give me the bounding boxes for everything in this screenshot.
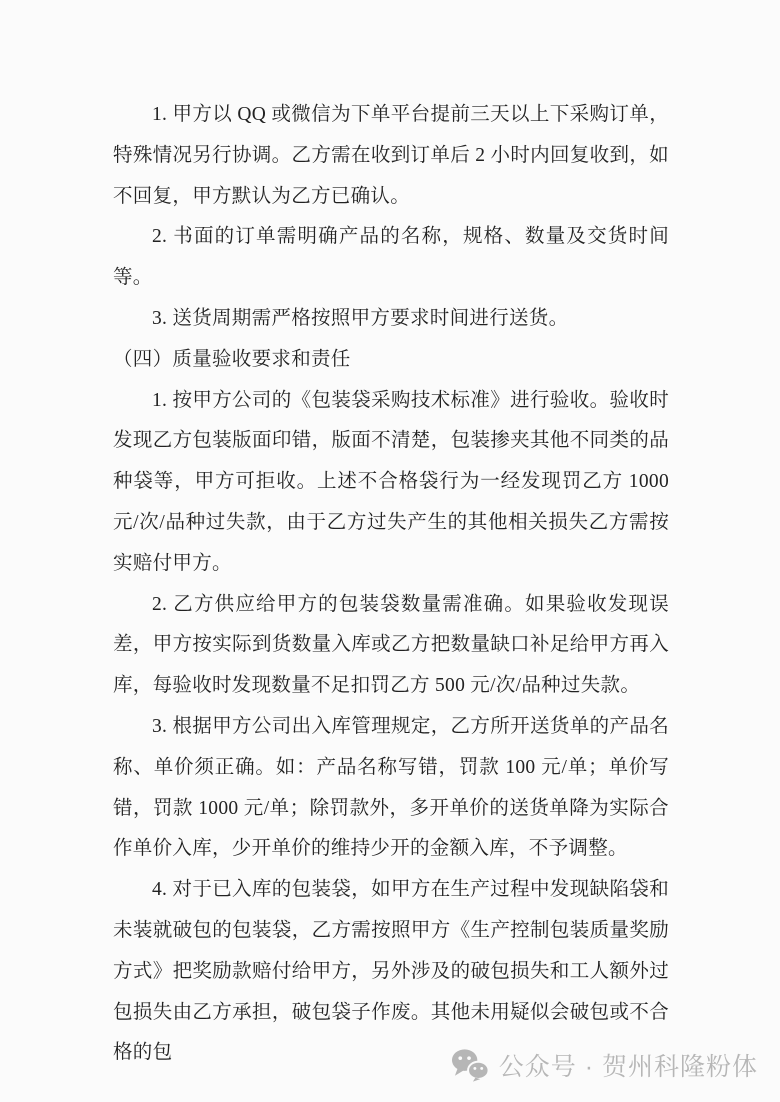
paragraph: 1. 甲方以 QQ 或微信为下单平台提前三天以上下采购订单，特殊情况另行协调。乙方需在收到订单后 2 小时内回复收到，如不回复，甲方默认为乙方已确认。 bbox=[113, 104, 669, 207]
document-body bbox=[113, 95, 669, 1074]
paragraph: 2. 乙方供应给甲方的包装袋数量需准确。如果验收发现误差，甲方按实际到货数量入库或乙方把数量缺口补足给甲方再入库，每验收时发现数量不足扣罚乙方 500 元/次/品种过失款。 bbox=[113, 593, 669, 697]
paragraph: 1. 按甲方公司的《包装袋采购技术标准》进行验收。验收时发现乙方包装版面印错，版面不清楚，包装掺夹其他不同类的品种袋等，甲方可拒收。上述不合格袋行为一经发现罚乙方 1000 元/次/品种过失款，由于乙方过失产生的其他相关损失乙方需按实赔付甲方。 bbox=[113, 389, 669, 574]
paragraph: 3. 根据甲方公司出入库管理规定，乙方所开送货单的产品名称、单价须正确。如：产品名称写错，罚款 100 元/单；单价写错，罚款 1000 元/单；除罚款外，多开单价的送货单降为实际合作单价入库，少开单价的维持少开的金额入库，不予调整。 bbox=[113, 715, 669, 860]
watermark bbox=[451, 1046, 758, 1084]
wechat-icon bbox=[451, 1048, 490, 1082]
watermark-label: 公众号 · 贺州科隆粉体 bbox=[498, 1053, 758, 1081]
paragraph: 4. 对于已入库的包装袋，如甲方在生产过程中发现缺陷袋和未装就破包的包装袋，乙方需按照甲方《生产控制包装质量奖励方式》把奖励款赔付给甲方，另外涉及的破包损失和工人额外过包损失由乙方承担，破包袋子作废。其他未用疑似会破包或不合格的包 bbox=[113, 879, 669, 1064]
paragraph: 3. 送货周期需严格按照甲方要求时间进行送货。 bbox=[152, 307, 569, 329]
paragraph: 2. 书面的订单需明确产品的名称，规格、数量及交货时间等。 bbox=[113, 226, 669, 289]
section-heading: （四）质量验收要求和责任 bbox=[113, 348, 351, 370]
